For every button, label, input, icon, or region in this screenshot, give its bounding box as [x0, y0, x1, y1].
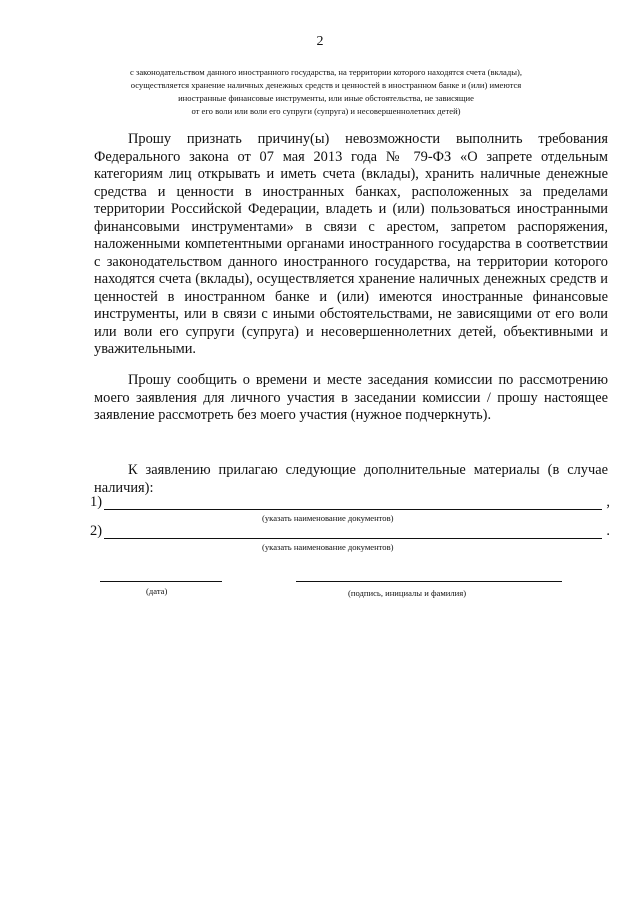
header-note-line: иностранные финансовые инструменты, или иные обстоятельства, не зависящие	[178, 93, 474, 103]
header-note-line: от его воли или воли его супруги (супруга) и несовершеннолетних детей)	[191, 106, 461, 116]
attachment-end-mark: .	[606, 523, 610, 539]
header-note-line: осуществляется хранение наличных денежных средств и ценностей в иностранном банке и (или) имеются	[130, 80, 522, 90]
attachment-input-line[interactable]	[104, 509, 602, 510]
attachment-number: 1)	[90, 494, 102, 510]
attachment-caption: (указать наименование документов)	[262, 513, 394, 523]
attachment-caption: (указать наименование документов)	[262, 542, 394, 552]
date-line[interactable]	[100, 581, 222, 582]
attachment-number: 2)	[90, 523, 102, 539]
header-note-line: с законодательством данного иностранного государства, на территории которого находятся счета (вклады),	[129, 67, 523, 77]
signature-caption: (подпись, инициалы и фамилия)	[348, 588, 467, 598]
attachment-end-mark: ,	[606, 494, 610, 510]
attachment-item-1	[90, 494, 614, 512]
date-caption: (дата)	[146, 586, 168, 596]
attachment-item-2	[90, 523, 614, 541]
signature-line[interactable]	[296, 581, 562, 582]
meeting-notice-paragraph: Прошу сообщить о времени и месте заседания комиссии по рассмотрению моего заявления для личного участия в заседании комиссии / прошу настоящее заявление рассмотреть без моего участия (нужное подчеркнуть).	[94, 372, 608, 423]
request-reason-paragraph: Прошу признать причину(ы) невозможности выполнить требования Федерального закона от 07 мая 2013 года № 79-ФЗ «О запрете отдельным категориям лиц открывать и иметь счета (вклады), хранить наличные денежные средства и ценности в иностранных банках, расположенных за пределами территории Российской Федерации, владеть и (или) пользоваться иностранными финансовыми инструментами» в связи с арестом, запретом распоряжения, наложенными компетентными органами иностранного государства в соответствии с законодательством данного иностранного государства, на территории которого находятся счета (вклады), осуществляется хранение наличных денежных средств и ценностей в иностранном банке и (или) имеются иностранные финансовые инструменты, или в связи с иными обстоятельствами, не зависящими от его воли или воли его супруги (супруга) и несовершеннолетних детей, объективными и уважительными.	[94, 131, 608, 357]
attachments-intro-paragraph: К заявлению прилагаю следующие дополнительные материалы (в случае наличия):	[94, 462, 608, 496]
page-number: 2	[316, 34, 324, 49]
attachment-input-line[interactable]	[104, 538, 602, 539]
